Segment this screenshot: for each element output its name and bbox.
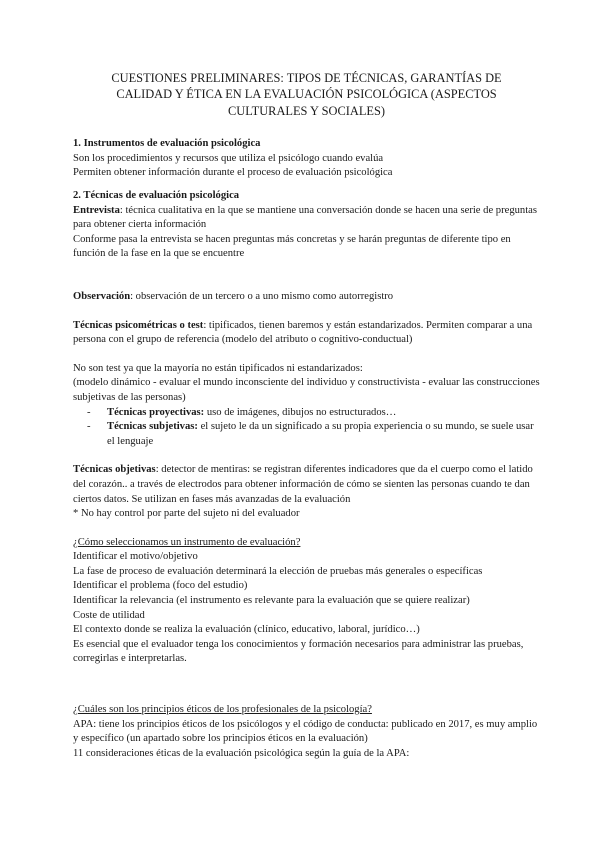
definition-text: uso de imágenes, dibujos no estructurados… xyxy=(204,406,397,418)
term-proyectivas: Técnicas proyectivas: xyxy=(107,406,205,418)
paragraph-psicometricas xyxy=(73,319,540,348)
bullet-dash: - xyxy=(87,421,91,433)
document-title: CUESTIONES PRELIMINARES: TIPOS DE TÉCNICAS, GARANTÍAS DE CALIDAD Y ÉTICA EN LA EVALUACIÓN PSICOLÓGICA (ASPECTOS CULTURALES Y SOCIALES) xyxy=(111,71,502,118)
section-question: ¿Cuáles son los principios éticos de los profesionales de la psicología? xyxy=(73,704,372,716)
definition-text: : tipificados, tienen baremos y están estandarizados. Permiten comparar a una persona con el grupo de referencia (modelo del atributo o cognitivo-conductual) xyxy=(73,319,533,346)
paragraph-line: 11 consideraciones éticas de la evaluación psicológica según la guía de la APA: xyxy=(73,747,410,759)
term-objetivas: Técnicas objetivas xyxy=(73,464,156,476)
paragraph-line: Conforme pasa la entrevista se hacen preguntas más concretas y se harán preguntas de diferente tipo en función de la fase en la que se encuentre xyxy=(73,233,511,260)
term-psicometricas: Técnicas psicométricas o test xyxy=(73,319,204,331)
paragraph-line: Identificar el problema (foco del estudio) xyxy=(73,580,248,592)
definition-text: : detector de mentiras: se registran diferentes indicadores que da el cuerpo como el latido del corazón.. a través de electrodos para obtener información de cómo se sienten las personas cuando te dan ciertos datos. Se utilizan en fases más avanzadas de la evaluación xyxy=(73,464,533,505)
bullet-dash: - xyxy=(87,406,91,418)
list-item xyxy=(73,406,540,421)
term-subjetivas: Técnicas subjetivas: xyxy=(107,421,198,433)
section-heading: 2. Técnicas de evaluación psicológica xyxy=(73,190,240,201)
note-line: * No hay control por parte del sujeto ni del evaluador xyxy=(73,508,300,520)
paragraph-line: Identificar la relevancia (el instrumento es relevante para la evaluación que se quiere realizar) xyxy=(73,595,470,607)
definition-text: el sujeto le da un significado a su propia experiencia o su mundo, se suele usar el lenguaje xyxy=(107,421,534,447)
definition-text: : técnica cualitativa en la que se mantiene una conversación donde se hacen una serie de preguntas para obtener cierta información xyxy=(73,204,537,231)
paragraph-line: Coste de utilidad xyxy=(73,609,145,621)
paragraph-line: (modelo dinámico - evaluar el mundo inconsciente del individuo y constructivista - evaluar las construcciones subjetivas de las personas) xyxy=(73,377,540,403)
paragraph-line: El contexto donde se realiza la evaluación (clínico, educativo, laboral, jurídico…) xyxy=(73,624,420,636)
paragraph-line: Identificar el motivo/objetivo xyxy=(73,551,198,563)
paragraph-line: Permiten obtener información durante el proceso de evaluación psicológica xyxy=(73,167,393,179)
paragraph-entrevista xyxy=(73,204,540,233)
paragraph-line: Son los procedimientos y recursos que utiliza el psicólogo cuando evalúa xyxy=(73,152,384,164)
section-principios xyxy=(73,703,540,761)
paragraph-objetivas xyxy=(73,463,540,507)
section-instrumentos xyxy=(73,137,540,181)
list-item xyxy=(73,420,540,449)
section-heading: 1. Instrumentos de evaluación psicológica xyxy=(73,138,261,150)
paragraph-line: APA: tiene los principios éticos de los psicólogos y el código de conducta: publicado en 2017, es muy amplio y específico (un apartado sobre los principios éticos en la evaluación) xyxy=(73,718,538,745)
definition-text: : observación de un tercero o a uno mismo como autorregistro xyxy=(130,290,394,302)
paragraph-line: Es esencial que el evaluador tenga los conocimientos y formación necesarios para administrar las pruebas, corregirlas e interpretarlas. xyxy=(73,638,524,665)
section-tecnicas xyxy=(73,189,540,522)
paragraph-observacion xyxy=(73,290,540,305)
section-question: ¿Cómo seleccionamos un instrumento de evaluación? xyxy=(73,536,301,548)
paragraph-line: La fase de proceso de evaluación determinará la elección de pruebas más generales o específicas xyxy=(73,565,483,577)
section-seleccion xyxy=(73,536,540,667)
bullet-list xyxy=(73,406,540,450)
term-entrevista: Entrevista xyxy=(73,204,120,216)
term-observacion: Observación xyxy=(73,290,131,302)
paragraph-line: No son test ya que la mayoría no están tipificados ni estandarizados: xyxy=(73,362,363,374)
